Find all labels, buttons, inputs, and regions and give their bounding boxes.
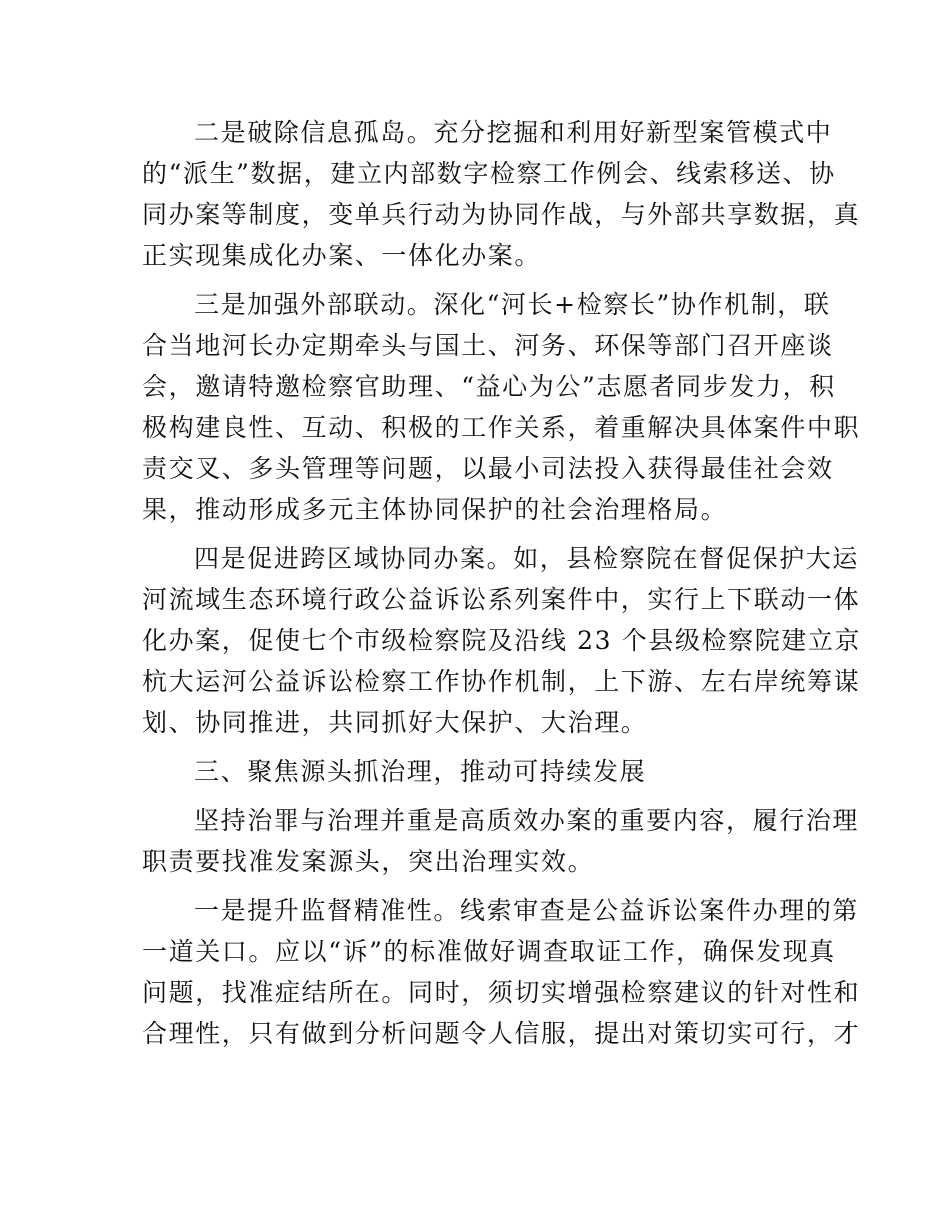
text-line: 二是破除信息孤岛。充分挖掘和利用好新型案管模式中 bbox=[194, 118, 833, 147]
paragraph-spacer bbox=[142, 530, 810, 538]
para-supervision-precision bbox=[142, 890, 861, 1054]
text-line: 正实现集成化办案、一体化办案。 bbox=[142, 241, 542, 270]
text-line: 的“派生”数据，建立内部数字检察工作例会、线索移送、协 bbox=[142, 159, 836, 188]
text-line: 划、协同推进，共同抓好大保护、大治理。 bbox=[142, 708, 648, 737]
text-line: 三、聚焦源头抓治理，推动可持续发展 bbox=[194, 757, 647, 786]
text-line: 三是加强外部联动。深化“河长+检察长”协作机制，联 bbox=[194, 290, 831, 319]
text-line: 极构建良性、互动、积极的工作关系，着重解决具体案件中职 bbox=[142, 413, 861, 442]
text-line: 一是提升监督精准性。线索审查是公益诉讼案件办理的第 bbox=[194, 896, 860, 925]
section-heading-source-governance bbox=[142, 751, 810, 792]
text-line: 责交叉、多头管理等问题，以最小司法投入获得最佳社会效 bbox=[142, 454, 834, 483]
text-line: 一道关口。应以“诉”的标准做好调查取证工作，确保发现真 bbox=[142, 937, 836, 966]
text-line: 河流域生态环境行政公益诉讼系列案件中，实行上下联动一体 bbox=[142, 585, 861, 614]
text-line: 同办案等制度，变单兵行动为协同作战，与外部共享数据，真 bbox=[142, 200, 861, 229]
paragraph-spacer bbox=[142, 276, 810, 284]
text-line: 职责要找准发案源头，突出治理实效。 bbox=[142, 847, 595, 876]
paragraph-spacer bbox=[142, 882, 810, 890]
body-text bbox=[142, 112, 862, 1054]
paragraph-spacer bbox=[142, 743, 810, 751]
text-line: 杭大运河公益诉讼检察工作协作机制，上下游、左右岸统筹谋 bbox=[142, 667, 861, 696]
para-governance-emphasis bbox=[142, 800, 860, 882]
para-breaking-information-silos bbox=[142, 112, 861, 276]
text-line: 合理性，只有做到分析问题令人信服，提出对策切实可行，才 bbox=[142, 1019, 861, 1048]
text-line: 化办案，促使七个市级检察院及沿线 23 个县级检察院建立京 bbox=[142, 626, 862, 655]
para-cross-region-cases bbox=[142, 538, 862, 743]
paragraph-spacer bbox=[142, 792, 810, 800]
text-line: 果，推动形成多元主体协同保护的社会治理格局。 bbox=[142, 495, 728, 524]
para-external-linkage bbox=[142, 284, 861, 530]
text-line: 四是促进跨区域协同办案。如，县检察院在督促保护大运 bbox=[194, 544, 860, 573]
text-line: 问题，找准症结所在。同时，须切实增强检察建议的针对性和 bbox=[142, 978, 861, 1007]
text-line: 会，邀请特邀检察官助理、“益心为公”志愿者同步发力，积 bbox=[142, 372, 836, 401]
text-line: 合当地河长办定期牵头与国土、河务、环保等部门召开座谈 bbox=[142, 331, 834, 360]
text-line: 坚持治罪与治理并重是高质效办案的重要内容，履行治理 bbox=[194, 806, 860, 835]
